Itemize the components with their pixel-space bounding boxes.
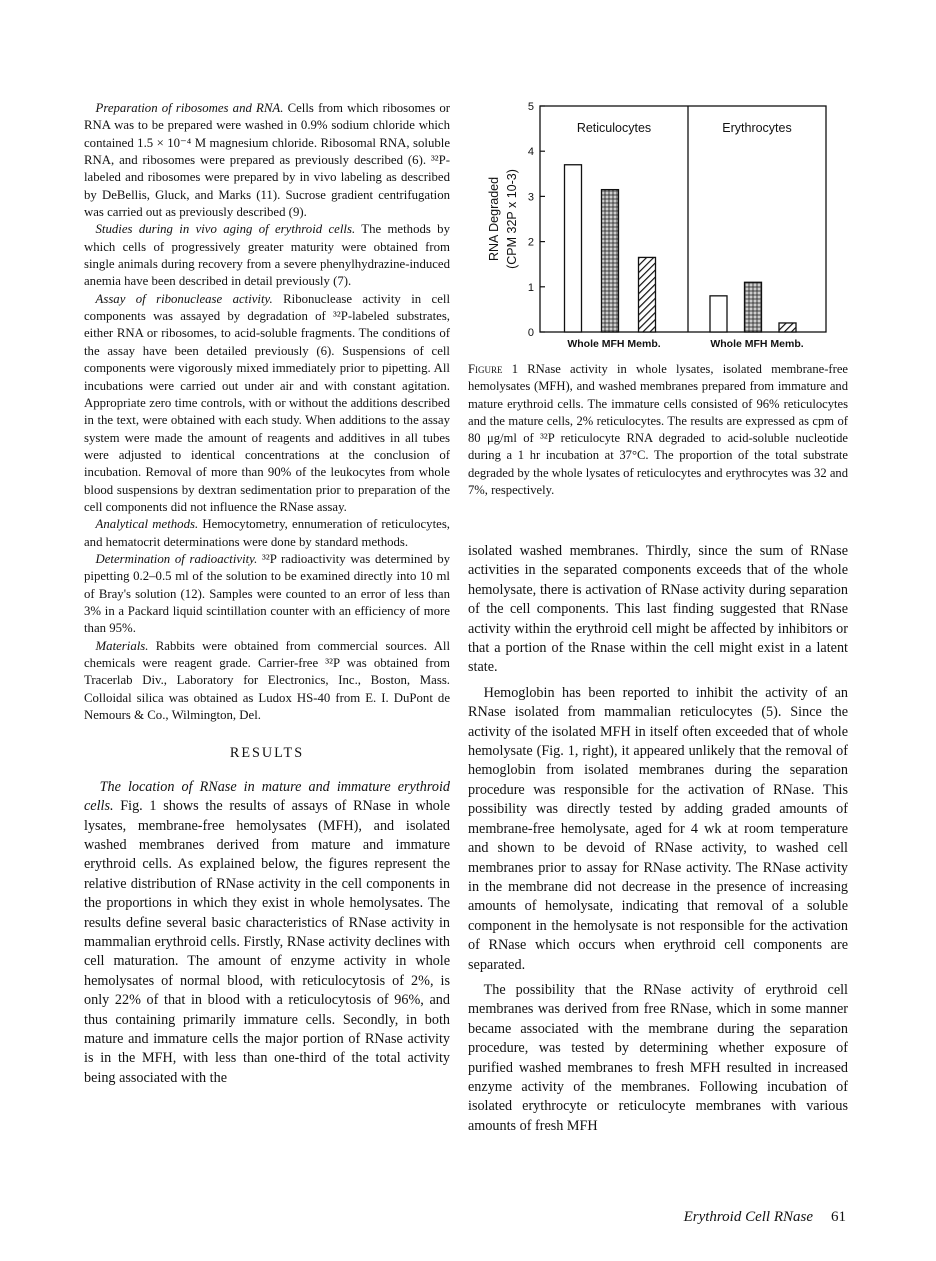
paragraph-free-rnase: The possibility that the RNase activity of erythroid cell membranes was derived from free RNase, which in some manner became associated with the membrane during the separation procedure, was tested by determining whether exposure of purified washed membranes to fresh MFH resulted in increased enzyme activity of the membranes. Following incubation of isolated erythrocyte or reticulocyte membranes with various amounts of fresh MFH [468,981,848,1134]
paragraph-in-vivo-aging [84,221,450,290]
paragraph-ribonuclease-assay [84,291,450,516]
plot-frame [540,106,826,332]
page-footer [646,1209,846,1226]
right-column [468,542,848,1136]
y-tick-label: 2 [527,236,534,249]
paragraph-body: ³²P radioactivity was determined by pipetting 0.2–0.5 ml of the solution to be examined directly into 10 ml of Bray's solution (12). Samples were counted to an error of less than 3% in a Packard liquid scintillation counter with an efficiency of more than 95%. [84,551,451,636]
y-tick-label: 4 [527,146,534,159]
y-tick-label: 3 [527,191,534,204]
paragraph-body: Hemocytometry, ennumeration of reticulocytes, and hematocrit determinations were done by standard methods. [84,517,450,549]
page-number: 61 [831,1209,846,1225]
bar-memb [779,323,796,332]
bar-mfh [602,190,619,332]
paragraph-body: Ribonuclease activity in cell components was assayed by degradation of ³²P-labeled substrates, either RNA or ribosomes, to acid-soluble fragments. The conditions of the assay have been detailed previously (6). Suspensions of cell components were vigorously mixed immediately prior to pipetting. All incubations were carried out under air and with constant agitation. Appropriate zero time controls, with or without the additions described in the text, were obtained with each study. When additions to the assay system were made the amount of reagents and additives in all tubes were adjusted to identical concentrations at the conclusion of incubation. Removal of more than 90% of the leukocytes from whole blood suspensions by dextran sedimentation prior to preparation of the cell components did not influence the RNase assay. [84,291,450,514]
y-axis-label: RNA Degraded [487,176,501,262]
results-heading: RESULTS [229,745,305,762]
caption-text: RNase activity in whole lysates, isolated membrane-free hemolysates (MFH), and washed membranes prepared from immature and mature erythroid cells. The immature cells consisted of 96% reticulocytes and the mature cells, 2% reticulocytes. The results are expressed as cpm of 80 μg/ml of ³²P reticulocyte RNA degraded to acid-soluble nucleotide during a 1 hr incubation at 37°C. The proportion of the total substrate degraded by the whole lysates of reticulocytes and erythrocytes was 32 and 7%, respectively. [468,362,848,498]
paragraph-materials [84,638,450,725]
y-tick-label: 1 [527,281,534,294]
paragraph-body: Cells from which ribosomes or RNA was to be prepared were washed in 0.9% sodium chloride which contained 1.5 × 10⁻⁴ M magnesium chloride. Ribosomal RNA, soluble RNA, and ribosomes were prepared as previously described (6). ³²P-labeled and ribosomes were prepared by in vivo labeling as described by DeBellis, Gluck, and Marks (11). Sucrose gradient centrifugation was carried out as previously described (9). [84,101,450,220]
panel-title: Reticulocytes [576,121,652,135]
paragraph-body: Fig. 1 shows the results of assays of RNase in whole lysates, membrane-free hemolysates (MFH), and isolated washed membranes derived from mature and immature erythroid cells. As explained below, the figures represent the relative distribution of RNase activity in the cell components in the proportions in which they exist in whole hemolysates. The results define several basic characteristics of RNase activity in mammalian erythroid cells. Firstly, RNase activity declines with cell maturation. The amount of enzyme activity in whole hemolysates of normal blood, with reticulocytosis of 2%, is only 22% of that in blood with a reticulocytosis of 96%, and thus containing primarily immature cells. Secondly, in both mature and immature cells the major portion of RNase activity is in the MFH, with less than one-third of the total activity being associated with the [84,798,450,1086]
paragraph-continued: isolated washed membranes. Thirdly, since the sum of RNase activities in the separated components exceeds that of the whole hemolysate, there is activation of RNase activity during separation of the cell components. This last finding suggested that RNase activity within the erythroid cell might be affected by inhibitors or that a portion of the Rnase within the cell might exist in a latent state. [468,543,848,676]
paragraph-heading: Studies during in vivo aging of erythroid cells. [95,222,356,237]
x-category-label: Whole MFH Memb. [710,338,804,350]
caption-label: Figure 1 [468,362,519,376]
paragraph-heading: Analytical methods. [95,517,199,532]
x-category-label: Whole MFH Memb. [567,338,661,350]
bar-mfh [745,282,762,332]
bar-chart [478,100,848,356]
paragraph-results [84,778,450,1089]
bar-whole [710,296,727,332]
paragraph-ribosome-prep [84,100,450,221]
paragraph-radioactivity [84,551,450,638]
y-tick-label: 5 [527,101,534,113]
bar-whole [565,165,582,332]
panel-title: Erythrocytes [722,121,792,135]
running-title: Erythroid Cell RNase [683,1209,813,1225]
y-tick-label: 0 [527,327,534,339]
bar-memb [639,257,656,332]
y-axis-label: (CPM 32P x 10-3) [505,169,519,269]
paragraph-analytical-methods [84,516,450,551]
paragraph-heading: Determination of radioactivity. [95,551,258,566]
left-column [84,100,450,1088]
paragraph-hemoglobin: Hemoglobin has been reported to inhibit the activity of an RNase isolated from mammalian reticulocytes (5). Since the activity of the isolated MFH in itself often exceeded that of whole hemolysate (Fig. 1, right), it appeared unlikely that the removal of hemoglobin from isolated membranes during the separation procedure was responsible for the activation of RNase. This possibility was directly tested by adding graded amounts of membrane-free hemolysate, aged for 4 wk at room temperature and shown to be devoid of RNase activity, to washed cell membranes prior to assay for RNase activity. The RNase activity in the membrane did not decrease in the presence of increasing amounts of hemolysate, indicating that removal of a soluble component in the hemolysate is not responsible for the activation of RNase which occurs when erythroid cell components are separated. [468,684,848,973]
paragraph-heading: The location of RNase in mature and immature erythroid cells. [84,778,450,815]
paragraph-heading: Materials. [95,638,149,653]
figure-1-chart [478,100,848,356]
paragraph-body: The methods by which cells of progressively greater maturity were obtained from single animals during recovery from a severe phenylhydrazine-induced anemia have been described in detail previously (7). [84,222,450,289]
figure-caption [468,361,848,499]
paragraph-body: Rabbits were obtained from commercial sources. All chemicals were reagent grade. Carrier-free ³²P was obtained from Tracerlab Div., Laboratory for Electronics, Inc., Boston, Mass. Colloidal silica was obtained as Ludox HS-40 from E. I. DuPont de Nemours & Co., Wilmington, Del. [84,638,450,723]
paragraph-heading: Assay of ribonuclease activity. [95,291,273,306]
paragraph-heading: Preparation of ribosomes and RNA. [95,101,284,115]
